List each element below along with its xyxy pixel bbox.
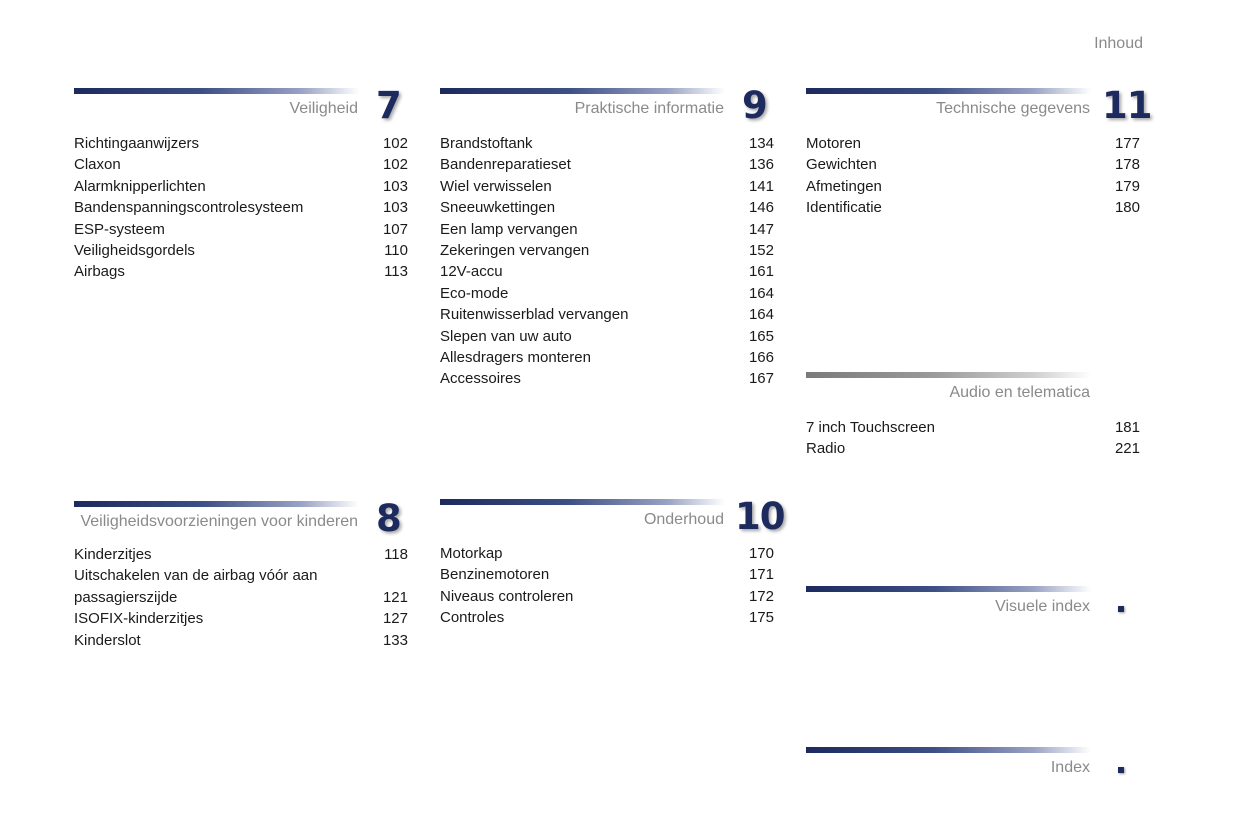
toc-entry-page-number: 172 — [748, 587, 774, 605]
toc-entry-label: Bandenreparatieset — [440, 156, 571, 174]
section-index — [806, 747, 1140, 787]
toc-entry-label: 12V-accu — [440, 263, 503, 281]
toc-entry-page-number: 133 — [382, 631, 408, 649]
section-bar — [74, 88, 359, 94]
toc-entry-label: Sneeuwkettingen — [440, 199, 556, 217]
toc-entry[interactable] — [440, 240, 774, 261]
section-veiligheidsvoorzieningen-kinderen — [74, 497, 408, 651]
toc-entry-page-number: 164 — [748, 306, 774, 324]
toc-entry-page-number: 165 — [748, 327, 774, 345]
toc-entry-label: Zekeringen vervangen — [440, 242, 590, 260]
chapter-number: 10 — [735, 495, 785, 538]
toc-entry-label: Identificatie — [806, 199, 882, 217]
section-title[interactable]: Visuele index — [995, 598, 1090, 615]
toc-entry-label: Slepen van uw auto — [440, 327, 572, 345]
toc-entry[interactable] — [74, 240, 408, 261]
toc-entry-label: Motoren — [806, 135, 862, 152]
section-title[interactable]: Technische gegevens — [936, 100, 1090, 117]
toc-entry-label: Benzinemotoren — [440, 566, 550, 584]
toc-entry-page-number: 180 — [1114, 199, 1140, 217]
toc-entry-page-number: 177 — [1114, 135, 1140, 152]
toc-entry-label: Ruitenwisserblad vervangen — [440, 306, 629, 324]
section-bar — [440, 499, 725, 505]
toc-entry-page-number: 102 — [382, 156, 408, 174]
toc-entry-page-number: 146 — [748, 199, 774, 217]
toc-list — [74, 544, 408, 651]
toc-entry-page-number: 152 — [748, 242, 774, 260]
section-bar — [440, 88, 725, 94]
toc-entry-label: Eco-mode — [440, 284, 509, 302]
toc-entry-label: Wiel verwisselen — [440, 177, 552, 195]
toc-entry-label: Gewichten — [806, 156, 877, 174]
toc-list — [440, 133, 774, 390]
chapter-number: 8 — [376, 497, 401, 540]
toc-entry[interactable] — [806, 133, 1140, 154]
toc-entry-page-number: 141 — [748, 177, 774, 195]
toc-entry[interactable] — [440, 326, 774, 347]
toc-entry[interactable] — [440, 347, 774, 368]
toc-entry[interactable] — [440, 176, 774, 197]
section-praktische-informatie — [440, 84, 774, 398]
toc-entry-page-number: 121 — [382, 588, 408, 606]
toc-entry-label: ESP-systeem — [74, 220, 165, 238]
toc-entry-page-number: 167 — [748, 370, 774, 388]
toc-entry[interactable] — [806, 438, 1140, 459]
toc-entry-label: Kinderzitjes — [74, 546, 152, 563]
toc-entry-label: Afmetingen — [806, 177, 882, 195]
toc-entry[interactable] — [806, 197, 1140, 218]
toc-entry-label: Kinderslot — [74, 631, 141, 649]
toc-entry[interactable] — [74, 608, 408, 629]
section-audio-telematica — [806, 372, 1140, 462]
toc-entry[interactable] — [440, 607, 774, 628]
toc-entry[interactable] — [74, 544, 408, 565]
section-bar — [806, 747, 1091, 753]
section-bar — [806, 88, 1091, 94]
toc-entry-page-number: 134 — [748, 135, 774, 152]
toc-entry-label: ISOFIX-kinderzitjes — [74, 610, 204, 628]
toc-entry-label: Allesdragers monteren — [440, 349, 591, 367]
toc-entry-label: Niveaus controleren — [440, 587, 574, 605]
toc-entry-label: Radio — [806, 440, 846, 458]
toc-entry[interactable] — [74, 133, 408, 154]
toc-entry-label: Richtingaanwijzers — [74, 135, 200, 152]
toc-entry[interactable] — [74, 219, 408, 240]
section-bar — [74, 501, 359, 507]
toc-entry-label: Alarmknipperlichten — [74, 177, 206, 195]
chapter-number: 7 — [376, 84, 401, 127]
toc-entry[interactable] — [440, 586, 774, 607]
toc-entry-page-number: 221 — [1114, 440, 1140, 458]
toc-entry-label: 7 inch Touchscreen — [806, 419, 935, 436]
toc-entry-page-number: 118 — [384, 546, 408, 563]
toc-entry-page-number: 103 — [382, 177, 408, 195]
toc-entry[interactable] — [806, 176, 1140, 197]
toc-entry[interactable] — [74, 261, 408, 282]
toc-entry-label: Uitschakelen van de airbag vóór aan passagierszijde — [74, 567, 318, 606]
section-marker-icon — [1118, 606, 1124, 612]
toc-list — [806, 133, 1140, 219]
toc-entry[interactable] — [440, 261, 774, 282]
toc-entry-page-number: 175 — [748, 609, 774, 627]
section-onderhoud — [440, 495, 785, 639]
toc-entry-page-number: 161 — [748, 263, 774, 281]
toc-entry-page-number: 164 — [748, 284, 774, 302]
toc-entry-label: Controles — [440, 609, 505, 627]
toc-list — [74, 133, 408, 283]
toc-entry[interactable] — [440, 283, 774, 304]
toc-list — [806, 417, 1140, 460]
toc-entry[interactable] — [806, 154, 1140, 175]
toc-entry-page-number: 171 — [748, 566, 774, 584]
toc-list — [440, 543, 774, 629]
toc-entry-page-number: 102 — [382, 135, 408, 152]
toc-entry-page-number: 136 — [748, 156, 774, 174]
toc-entry-page-number: 178 — [1114, 156, 1140, 174]
toc-entry-label: Airbags — [74, 263, 125, 281]
toc-entry[interactable] — [440, 219, 774, 240]
toc-entry-page-number: 170 — [748, 545, 774, 562]
toc-entry[interactable] — [74, 197, 408, 218]
toc-entry-label: Een lamp vervangen — [440, 220, 578, 238]
section-visuele-index — [806, 586, 1140, 626]
toc-entry-page-number: 107 — [382, 220, 408, 238]
toc-entry-label: Veiligheidsgordels — [74, 242, 195, 260]
section-title[interactable]: Veiligheid — [289, 100, 358, 117]
section-veiligheid — [74, 84, 408, 288]
toc-entry-label: Claxon — [74, 156, 121, 174]
toc-entry-page-number: 103 — [382, 199, 408, 217]
chapter-number: 9 — [742, 84, 767, 127]
toc-entry[interactable] — [806, 417, 1140, 438]
toc-entry[interactable] — [440, 304, 774, 325]
section-bar — [806, 586, 1091, 592]
toc-entry[interactable] — [440, 368, 774, 389]
section-title[interactable]: Audio en telematica — [949, 384, 1090, 401]
section-title[interactable]: Praktische informatie — [574, 100, 724, 117]
toc-entry[interactable] — [74, 154, 408, 175]
toc-entry-page-number: 179 — [1114, 177, 1140, 195]
toc-entry-page-number: 181 — [1114, 419, 1140, 436]
section-bar — [806, 372, 1091, 378]
page-header-label: Inhoud — [1094, 35, 1143, 52]
toc-entry-page-number: 166 — [748, 349, 774, 367]
toc-entry-page-number: 110 — [384, 242, 408, 260]
toc-entry[interactable] — [74, 630, 408, 651]
section-title[interactable]: Index — [1050, 759, 1090, 776]
section-title[interactable]: Veiligheidsvoorzieningen voor kinderen — [80, 513, 358, 530]
section-title[interactable]: Onderhoud — [643, 511, 724, 528]
toc-entry-page-number: 113 — [384, 263, 408, 281]
toc-entry[interactable] — [440, 543, 774, 564]
section-marker-icon — [1118, 767, 1124, 773]
toc-entry-label: Bandenspanningscontrolesysteem — [74, 199, 304, 217]
section-technische-gegevens — [806, 84, 1152, 228]
toc-entry-label: Accessoires — [440, 370, 521, 388]
toc-entry[interactable] — [74, 565, 408, 608]
toc-entry-label: Motorkap — [440, 545, 503, 562]
toc-entry[interactable] — [440, 564, 774, 585]
chapter-number: 11 — [1102, 84, 1152, 127]
toc-entry[interactable] — [440, 197, 774, 218]
toc-entry[interactable] — [440, 133, 774, 154]
toc-entry[interactable] — [74, 176, 408, 197]
toc-entry-label: Brandstoftank — [440, 135, 533, 152]
toc-entry-page-number: 147 — [748, 220, 774, 238]
toc-entry-page-number: 127 — [382, 610, 408, 628]
toc-entry[interactable] — [440, 154, 774, 175]
